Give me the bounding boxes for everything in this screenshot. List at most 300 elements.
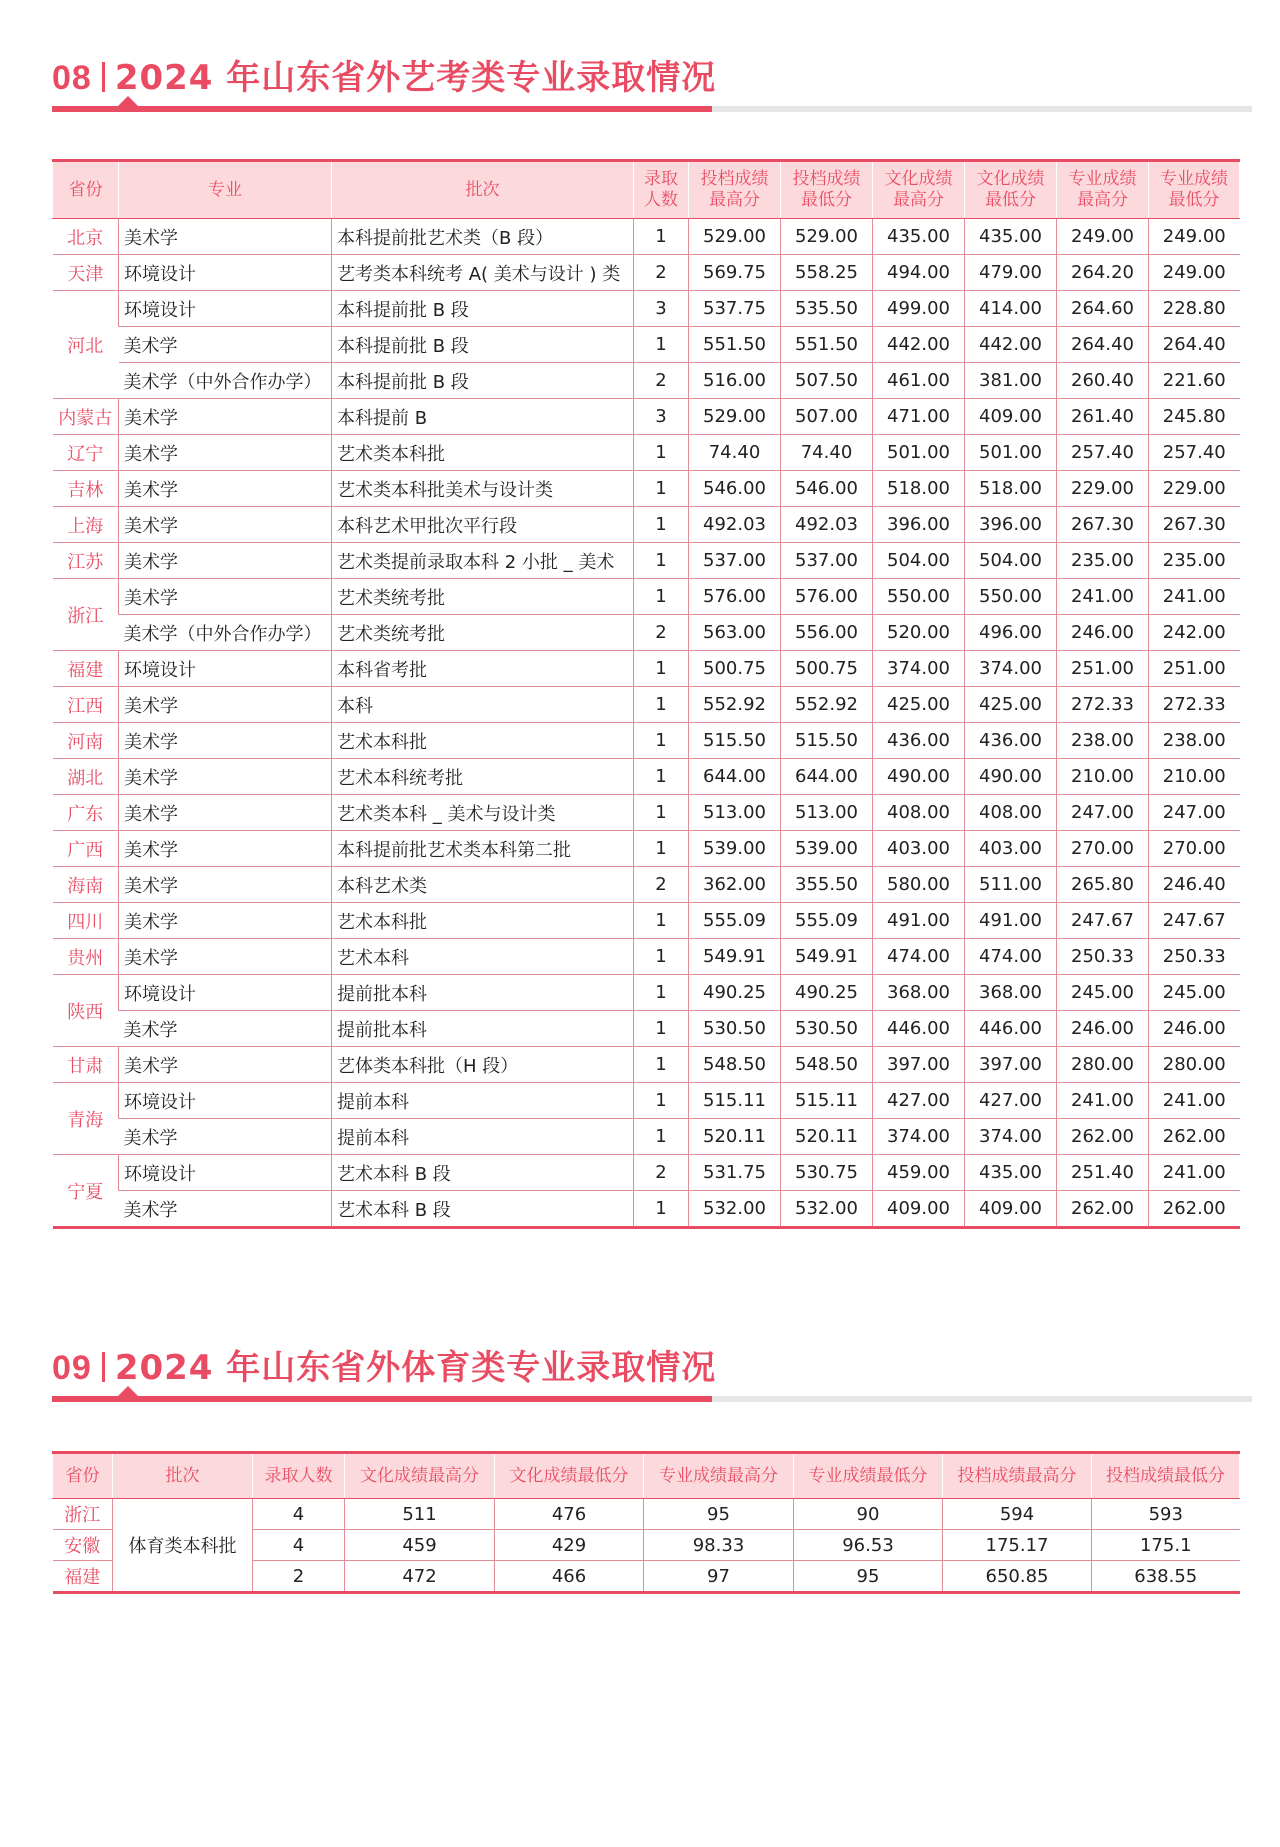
score-cell: 550.00: [965, 579, 1057, 615]
admitted-count-cell: 2: [634, 1155, 689, 1191]
admitted-count-cell: 1: [634, 723, 689, 759]
major-cell: 美术学: [119, 939, 332, 975]
batch-cell: 本科提前批艺术类本科第二批: [332, 831, 634, 867]
score-cell: 500.75: [781, 651, 873, 687]
score-cell: 90: [794, 1499, 943, 1530]
admitted-count-cell: 2: [634, 255, 689, 291]
table-row: [53, 327, 1240, 363]
major-cell: 美术学: [119, 1047, 332, 1083]
score-cell: 563.00: [689, 615, 781, 651]
batch-cell: 本科提前批 B 段: [332, 291, 634, 327]
score-cell: 247.00: [1057, 795, 1149, 831]
column-header: 专业成绩 最高分: [1057, 161, 1149, 219]
score-cell: 97: [644, 1561, 794, 1593]
table-row: [53, 219, 1240, 255]
table-row: [53, 615, 1240, 651]
score-cell: 638.55: [1092, 1561, 1240, 1593]
score-cell: 250.33: [1057, 939, 1149, 975]
score-cell: 472: [345, 1561, 495, 1593]
score-cell: 249.00: [1149, 219, 1240, 255]
score-cell: 530.75: [781, 1155, 873, 1191]
score-cell: 246.00: [1057, 1011, 1149, 1047]
province-cell: 河北: [53, 291, 119, 399]
score-cell: 95: [794, 1561, 943, 1593]
province-cell: 宁夏: [53, 1155, 119, 1228]
score-cell: 264.40: [1149, 327, 1240, 363]
score-cell: 260.40: [1057, 363, 1149, 399]
batch-cell: 艺术本科: [332, 939, 634, 975]
province-cell: 江西: [53, 687, 119, 723]
score-cell: 427.00: [965, 1083, 1057, 1119]
rule-notch-icon: [118, 1386, 138, 1396]
column-header: 投档成绩 最低分: [781, 161, 873, 219]
score-cell: 175.17: [943, 1530, 1092, 1561]
score-cell: 490.00: [965, 759, 1057, 795]
table-row: [53, 435, 1240, 471]
score-cell: 272.33: [1057, 687, 1149, 723]
major-cell: 美术学: [119, 327, 332, 363]
score-cell: 531.75: [689, 1155, 781, 1191]
table-row: [53, 795, 1240, 831]
score-cell: 650.85: [943, 1561, 1092, 1593]
column-header: 录取 人数: [634, 161, 689, 219]
column-header: 投档成绩 最高分: [689, 161, 781, 219]
score-cell: 555.09: [781, 903, 873, 939]
score-cell: 245.80: [1149, 399, 1240, 435]
column-header: 录取人数: [253, 1453, 345, 1499]
score-cell: 593: [1092, 1499, 1240, 1530]
score-cell: 241.00: [1057, 1083, 1149, 1119]
table-row: [53, 1047, 1240, 1083]
major-cell: 美术学: [119, 1011, 332, 1047]
score-cell: 241.00: [1057, 579, 1149, 615]
score-cell: 210.00: [1149, 759, 1240, 795]
admitted-count-cell: 1: [634, 759, 689, 795]
batch-cell: 本科提前批 B 段: [332, 363, 634, 399]
batch-cell: 艺术本科 B 段: [332, 1155, 634, 1191]
major-cell: 美术学: [119, 687, 332, 723]
column-header: 文化成绩最低分: [495, 1453, 644, 1499]
score-cell: 246.00: [1057, 615, 1149, 651]
score-cell: 518.00: [965, 471, 1057, 507]
score-cell: 262.00: [1057, 1191, 1149, 1228]
major-cell: 环境设计: [119, 1083, 332, 1119]
admitted-count-cell: 1: [634, 507, 689, 543]
province-cell: 福建: [53, 651, 119, 687]
table-row: [53, 831, 1240, 867]
major-cell: 美术学: [119, 759, 332, 795]
score-cell: 466: [495, 1561, 644, 1593]
score-cell: 442.00: [965, 327, 1057, 363]
table-row: [53, 255, 1240, 291]
score-cell: 555.09: [689, 903, 781, 939]
score-cell: 262.00: [1149, 1191, 1240, 1228]
score-cell: 267.30: [1149, 507, 1240, 543]
score-cell: 272.33: [1149, 687, 1240, 723]
score-cell: 500.75: [689, 651, 781, 687]
province-cell: 福建: [53, 1561, 113, 1593]
score-cell: 368.00: [965, 975, 1057, 1011]
score-cell: 551.50: [689, 327, 781, 363]
score-cell: 262.00: [1057, 1119, 1149, 1155]
batch-cell: 本科提前批 B 段: [332, 327, 634, 363]
batch-cell: 艺术类本科批美术与设计类: [332, 471, 634, 507]
score-cell: 537.75: [689, 291, 781, 327]
admitted-count-cell: 1: [634, 795, 689, 831]
batch-cell: 提前本科: [332, 1119, 634, 1155]
batch-cell: 提前批本科: [332, 975, 634, 1011]
batch-cell: 艺术类本科批: [332, 435, 634, 471]
province-cell: 湖北: [53, 759, 119, 795]
major-cell: 环境设计: [119, 975, 332, 1011]
table-row: [53, 903, 1240, 939]
province-cell: 天津: [53, 255, 119, 291]
score-cell: 408.00: [965, 795, 1057, 831]
table-row: [53, 363, 1240, 399]
column-header: 文化成绩 最低分: [965, 161, 1057, 219]
major-cell: 美术学: [119, 507, 332, 543]
major-cell: 环境设计: [119, 1155, 332, 1191]
batch-cell: 艺体类本科批（H 段）: [332, 1047, 634, 1083]
score-cell: 374.00: [965, 1119, 1057, 1155]
score-cell: 501.00: [873, 435, 965, 471]
score-cell: 476: [495, 1499, 644, 1530]
batch-cell: 艺术本科统考批: [332, 759, 634, 795]
section-08-number: 08: [52, 59, 92, 97]
score-cell: 504.00: [873, 543, 965, 579]
province-cell: 江苏: [53, 543, 119, 579]
score-cell: 396.00: [873, 507, 965, 543]
score-cell: 235.00: [1149, 543, 1240, 579]
admitted-count-cell: 2: [634, 363, 689, 399]
column-header: 省份: [53, 1453, 113, 1499]
score-cell: 229.00: [1149, 471, 1240, 507]
score-cell: 241.00: [1149, 1155, 1240, 1191]
score-cell: 246.40: [1149, 867, 1240, 903]
score-cell: 429: [495, 1530, 644, 1561]
score-cell: 551.50: [781, 327, 873, 363]
score-cell: 491.00: [965, 903, 1057, 939]
score-cell: 644.00: [781, 759, 873, 795]
table-row: [53, 1499, 1240, 1530]
score-cell: 530.50: [781, 1011, 873, 1047]
score-cell: 530.50: [689, 1011, 781, 1047]
score-cell: 246.00: [1149, 1011, 1240, 1047]
score-cell: 98.33: [644, 1530, 794, 1561]
score-cell: 576.00: [781, 579, 873, 615]
score-cell: 518.00: [873, 471, 965, 507]
score-cell: 397.00: [965, 1047, 1057, 1083]
province-cell: 陕西: [53, 975, 119, 1047]
province-cell: 贵州: [53, 939, 119, 975]
column-header: 专业成绩最低分: [794, 1453, 943, 1499]
province-cell: 浙江: [53, 579, 119, 651]
province-cell: 吉林: [53, 471, 119, 507]
score-cell: 513.00: [689, 795, 781, 831]
table-row: [53, 291, 1240, 327]
score-cell: 576.00: [689, 579, 781, 615]
score-cell: 504.00: [965, 543, 1057, 579]
province-cell: 辽宁: [53, 435, 119, 471]
table-row: [53, 723, 1240, 759]
admitted-count-cell: 3: [634, 291, 689, 327]
score-cell: 241.00: [1149, 1083, 1240, 1119]
score-cell: 96.53: [794, 1530, 943, 1561]
table-row: [53, 507, 1240, 543]
admitted-count-cell: 1: [634, 903, 689, 939]
score-cell: 436.00: [873, 723, 965, 759]
score-cell: 374.00: [873, 651, 965, 687]
score-cell: 490.00: [873, 759, 965, 795]
score-cell: 74.40: [689, 435, 781, 471]
admitted-count-cell: 1: [634, 975, 689, 1011]
score-cell: 501.00: [965, 435, 1057, 471]
major-cell: 美术学: [119, 903, 332, 939]
major-cell: 美术学: [119, 831, 332, 867]
batch-cell: 提前批本科: [332, 1011, 634, 1047]
major-cell: 美术学: [119, 795, 332, 831]
major-cell: 美术学: [119, 471, 332, 507]
score-cell: 520.11: [781, 1119, 873, 1155]
admitted-count-cell: 1: [634, 1047, 689, 1083]
score-cell: 539.00: [781, 831, 873, 867]
score-cell: 532.00: [781, 1191, 873, 1228]
score-cell: 362.00: [689, 867, 781, 903]
score-cell: 245.00: [1057, 975, 1149, 1011]
score-cell: 262.00: [1149, 1119, 1240, 1155]
table-row: [53, 1191, 1240, 1228]
score-cell: 241.00: [1149, 579, 1240, 615]
score-cell: 580.00: [873, 867, 965, 903]
admitted-count-cell: 1: [634, 327, 689, 363]
table-row: [53, 687, 1240, 723]
score-cell: 550.00: [873, 579, 965, 615]
sports-admission-table: [52, 1451, 1240, 1594]
admitted-count-cell: 1: [634, 687, 689, 723]
score-cell: 435.00: [965, 219, 1057, 255]
score-cell: 280.00: [1057, 1047, 1149, 1083]
score-cell: 471.00: [873, 399, 965, 435]
score-cell: 511.00: [965, 867, 1057, 903]
admitted-count-cell: 2: [253, 1561, 345, 1593]
section-08-heading: 2024 年山东省外艺考类专业录取情况: [114, 58, 717, 98]
score-cell: 529.00: [689, 399, 781, 435]
section-09-rule: [52, 1396, 1252, 1404]
column-header: 省份: [53, 161, 119, 219]
score-cell: 446.00: [965, 1011, 1057, 1047]
table-row: [53, 471, 1240, 507]
major-cell: 美术学: [119, 1119, 332, 1155]
score-cell: 257.40: [1057, 435, 1149, 471]
score-cell: 515.11: [689, 1083, 781, 1119]
batch-cell: 体育类本科批: [113, 1499, 253, 1593]
batch-cell: 本科: [332, 687, 634, 723]
admitted-count-cell: 1: [634, 1011, 689, 1047]
score-cell: 355.50: [781, 867, 873, 903]
batch-cell: 提前本科: [332, 1083, 634, 1119]
province-cell: 浙江: [53, 1499, 113, 1530]
score-cell: 228.80: [1149, 291, 1240, 327]
section-09-number: 09: [52, 1349, 92, 1387]
batch-cell: 艺术类本科 _ 美术与设计类: [332, 795, 634, 831]
score-cell: 403.00: [873, 831, 965, 867]
admitted-count-cell: 1: [634, 1119, 689, 1155]
score-cell: 459: [345, 1530, 495, 1561]
table-row: [53, 1119, 1240, 1155]
score-cell: 546.00: [781, 471, 873, 507]
score-cell: 552.92: [781, 687, 873, 723]
major-cell: 美术学: [119, 219, 332, 255]
admitted-count-cell: 2: [634, 867, 689, 903]
score-cell: 381.00: [965, 363, 1057, 399]
score-cell: 238.00: [1149, 723, 1240, 759]
section-09-title: [52, 1340, 716, 1389]
batch-cell: 本科艺术甲批次平行段: [332, 507, 634, 543]
admitted-count-cell: 1: [634, 939, 689, 975]
score-cell: 446.00: [873, 1011, 965, 1047]
batch-cell: 艺术类提前录取本科 2 小批 _ 美术: [332, 543, 634, 579]
major-cell: 美术学（中外合作办学）: [119, 615, 332, 651]
section-08-title: [52, 50, 716, 99]
admitted-count-cell: 1: [634, 219, 689, 255]
score-cell: 261.40: [1057, 399, 1149, 435]
admitted-count-cell: 1: [634, 471, 689, 507]
table-row: [53, 759, 1240, 795]
score-cell: 249.00: [1149, 255, 1240, 291]
score-cell: 235.00: [1057, 543, 1149, 579]
column-header: 投档成绩最高分: [943, 1453, 1092, 1499]
score-cell: 492.03: [689, 507, 781, 543]
score-cell: 515.50: [689, 723, 781, 759]
column-header: 批次: [113, 1453, 253, 1499]
batch-cell: 艺考类本科统考 A( 美术与设计 ) 类: [332, 255, 634, 291]
column-header: 文化成绩 最高分: [873, 161, 965, 219]
score-cell: 569.75: [689, 255, 781, 291]
score-cell: 95: [644, 1499, 794, 1530]
score-cell: 251.00: [1149, 651, 1240, 687]
score-cell: 403.00: [965, 831, 1057, 867]
art-admission-table: [52, 159, 1240, 1229]
score-cell: 210.00: [1057, 759, 1149, 795]
column-header: 文化成绩最高分: [345, 1453, 495, 1499]
admitted-count-cell: 3: [634, 399, 689, 435]
major-cell: 美术学: [119, 399, 332, 435]
score-cell: 409.00: [965, 1191, 1057, 1228]
score-cell: 549.91: [781, 939, 873, 975]
table-row: [53, 939, 1240, 975]
score-cell: 513.00: [781, 795, 873, 831]
province-cell: 河南: [53, 723, 119, 759]
batch-cell: 艺术类统考批: [332, 615, 634, 651]
score-cell: 539.00: [689, 831, 781, 867]
score-cell: 535.50: [781, 291, 873, 327]
province-cell: 广西: [53, 831, 119, 867]
score-cell: 221.60: [1149, 363, 1240, 399]
score-cell: 245.00: [1149, 975, 1240, 1011]
batch-cell: 艺术类统考批: [332, 579, 634, 615]
score-cell: 507.00: [781, 399, 873, 435]
score-cell: 374.00: [873, 1119, 965, 1155]
score-cell: 537.00: [781, 543, 873, 579]
score-cell: 511: [345, 1499, 495, 1530]
major-cell: 环境设计: [119, 651, 332, 687]
major-cell: 环境设计: [119, 255, 332, 291]
major-cell: 美术学: [119, 435, 332, 471]
score-cell: 264.20: [1057, 255, 1149, 291]
table-row: [53, 543, 1240, 579]
score-cell: 594: [943, 1499, 1092, 1530]
score-cell: 546.00: [689, 471, 781, 507]
table-row: [53, 651, 1240, 687]
score-cell: 532.00: [689, 1191, 781, 1228]
column-header: 专业成绩 最低分: [1149, 161, 1240, 219]
rule-notch-icon: [118, 96, 138, 106]
section-09-heading: 2024 年山东省外体育类专业录取情况: [114, 1348, 717, 1388]
score-cell: 247.67: [1149, 903, 1240, 939]
score-cell: 425.00: [873, 687, 965, 723]
score-cell: 492.03: [781, 507, 873, 543]
province-cell: 广东: [53, 795, 119, 831]
major-cell: 环境设计: [119, 291, 332, 327]
score-cell: 442.00: [873, 327, 965, 363]
province-cell: 甘肃: [53, 1047, 119, 1083]
score-cell: 414.00: [965, 291, 1057, 327]
table-row: [53, 1011, 1240, 1047]
title-divider: [102, 1352, 105, 1382]
province-cell: 海南: [53, 867, 119, 903]
score-cell: 368.00: [873, 975, 965, 1011]
province-cell: 北京: [53, 219, 119, 255]
column-header: 专业成绩最高分: [644, 1453, 794, 1499]
score-cell: 280.00: [1149, 1047, 1240, 1083]
score-cell: 435.00: [873, 219, 965, 255]
score-cell: 229.00: [1057, 471, 1149, 507]
section-08-rule: [52, 106, 1252, 114]
score-cell: 490.25: [781, 975, 873, 1011]
score-cell: 516.00: [689, 363, 781, 399]
batch-cell: 本科提前 B: [332, 399, 634, 435]
major-cell: 美术学: [119, 543, 332, 579]
table-row: [53, 1155, 1240, 1191]
column-header: 批次: [332, 161, 634, 219]
score-cell: 270.00: [1149, 831, 1240, 867]
score-cell: 374.00: [965, 651, 1057, 687]
score-cell: 436.00: [965, 723, 1057, 759]
score-cell: 644.00: [689, 759, 781, 795]
admitted-count-cell: 1: [634, 651, 689, 687]
title-divider: [102, 62, 105, 92]
score-cell: 548.50: [781, 1047, 873, 1083]
table-row: [53, 1083, 1240, 1119]
score-cell: 249.00: [1057, 219, 1149, 255]
table-row: [53, 579, 1240, 615]
admitted-count-cell: 1: [634, 831, 689, 867]
score-cell: 548.50: [689, 1047, 781, 1083]
score-cell: 264.60: [1057, 291, 1149, 327]
score-cell: 474.00: [873, 939, 965, 975]
table-row: [53, 399, 1240, 435]
admitted-count-cell: 4: [253, 1499, 345, 1530]
score-cell: 537.00: [689, 543, 781, 579]
province-cell: 四川: [53, 903, 119, 939]
score-cell: 507.50: [781, 363, 873, 399]
province-cell: 内蒙古: [53, 399, 119, 435]
score-cell: 250.33: [1149, 939, 1240, 975]
batch-cell: 艺术本科批: [332, 903, 634, 939]
score-cell: 494.00: [873, 255, 965, 291]
score-cell: 397.00: [873, 1047, 965, 1083]
score-cell: 264.40: [1057, 327, 1149, 363]
